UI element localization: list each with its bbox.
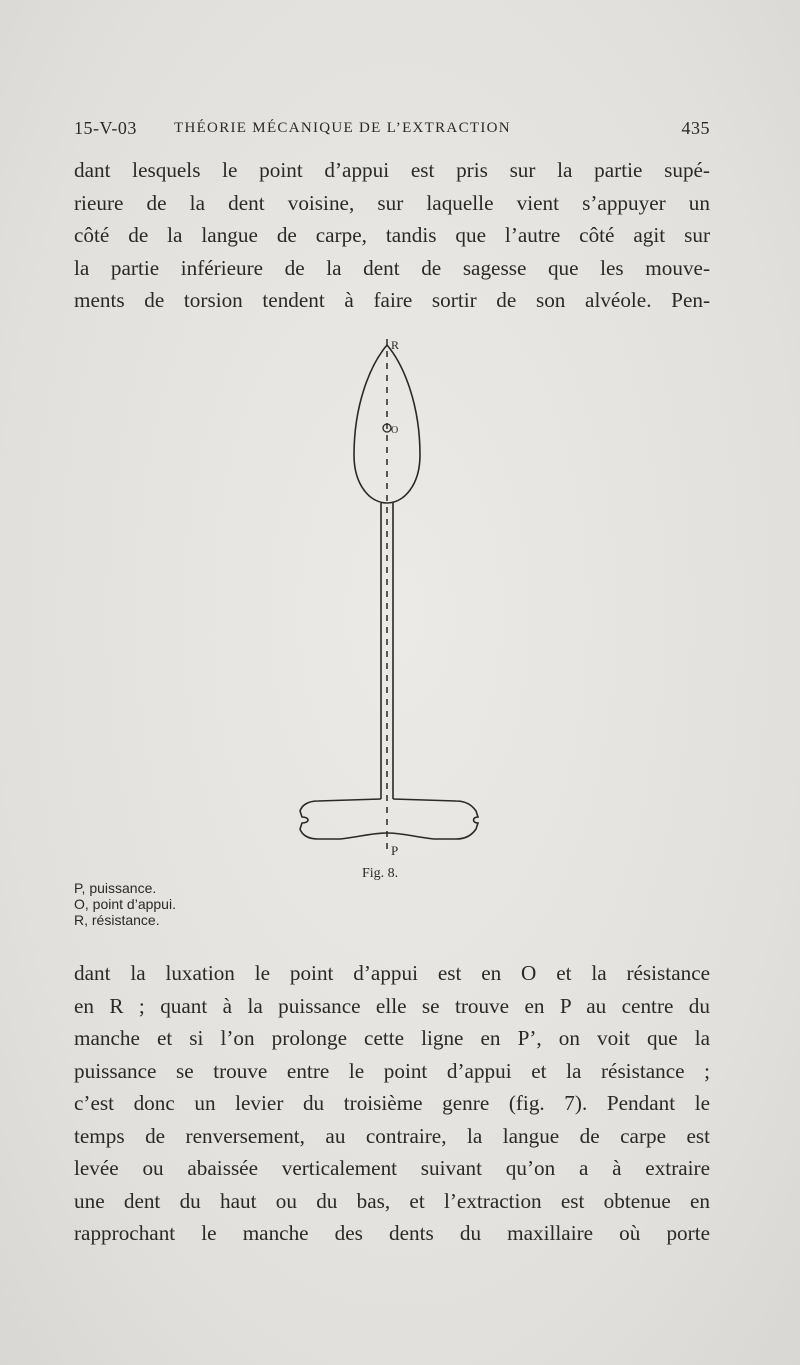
header-title: THÉORIE MÉCANIQUE DE L’EXTRACTION (174, 120, 511, 136)
text-line: ments de torsion tendent à faire sortir de son alvéole. Pen- (74, 288, 710, 312)
text-line: puissance se trouve entre le point d’appui et la résistance ; (74, 1058, 710, 1083)
figure-lever-diagram (290, 325, 490, 865)
text-line: c’est donc un levier du troisième genre (fig. 7). Pendant le (74, 1091, 710, 1115)
label-o: O (391, 425, 399, 436)
text-line: manche et si l’on prolonge cette ligne en P’, on voit que la (74, 1026, 710, 1050)
instrument-handle (300, 799, 478, 839)
text-line: en R ; quant à la puissance elle se trouve en P au centre du (74, 993, 710, 1018)
text-line: rapprochant le manche des dents du maxillaire où porte (74, 1221, 710, 1245)
paragraph-bottom (74, 957, 710, 1250)
label-r: R (391, 338, 400, 352)
paragraph-top (74, 154, 710, 317)
figure-legend (74, 880, 176, 928)
text-line: dant lesquels le point d’appui est pris sur la partie supé- (74, 158, 710, 182)
text-line: dant la luxation le point d’appui est en O et la résistance (74, 961, 710, 985)
text-line: une dent du haut ou du bas, et l’extraction est obtenue en (74, 1188, 710, 1213)
header-date: 15-V-03 (74, 118, 137, 138)
running-header (74, 116, 710, 146)
figure-caption: Fig. 8. (362, 866, 399, 881)
label-p: P (391, 843, 399, 858)
legend-item: O, point d’appui. (74, 896, 176, 912)
text-line: temps de renversement, au contraire, la langue de carpe est (74, 1123, 710, 1148)
legend-item: P, puissance. (74, 880, 157, 896)
text-line: rieure de la dent voisine, sur laquelle vient s’appuyer un (74, 190, 710, 215)
text-line: côté de la langue de carpe, tandis que l’autre côté agit sur (74, 223, 710, 247)
text-line: la partie inférieure de la dent de sagesse que les mouve- (74, 255, 710, 280)
text-line: levée ou abaissée verticalement suivant qu’on a à extraire (74, 1156, 710, 1180)
legend-item: R, résistance. (74, 912, 160, 928)
instrument-drawing (300, 345, 478, 839)
page-number: 435 (681, 118, 710, 138)
